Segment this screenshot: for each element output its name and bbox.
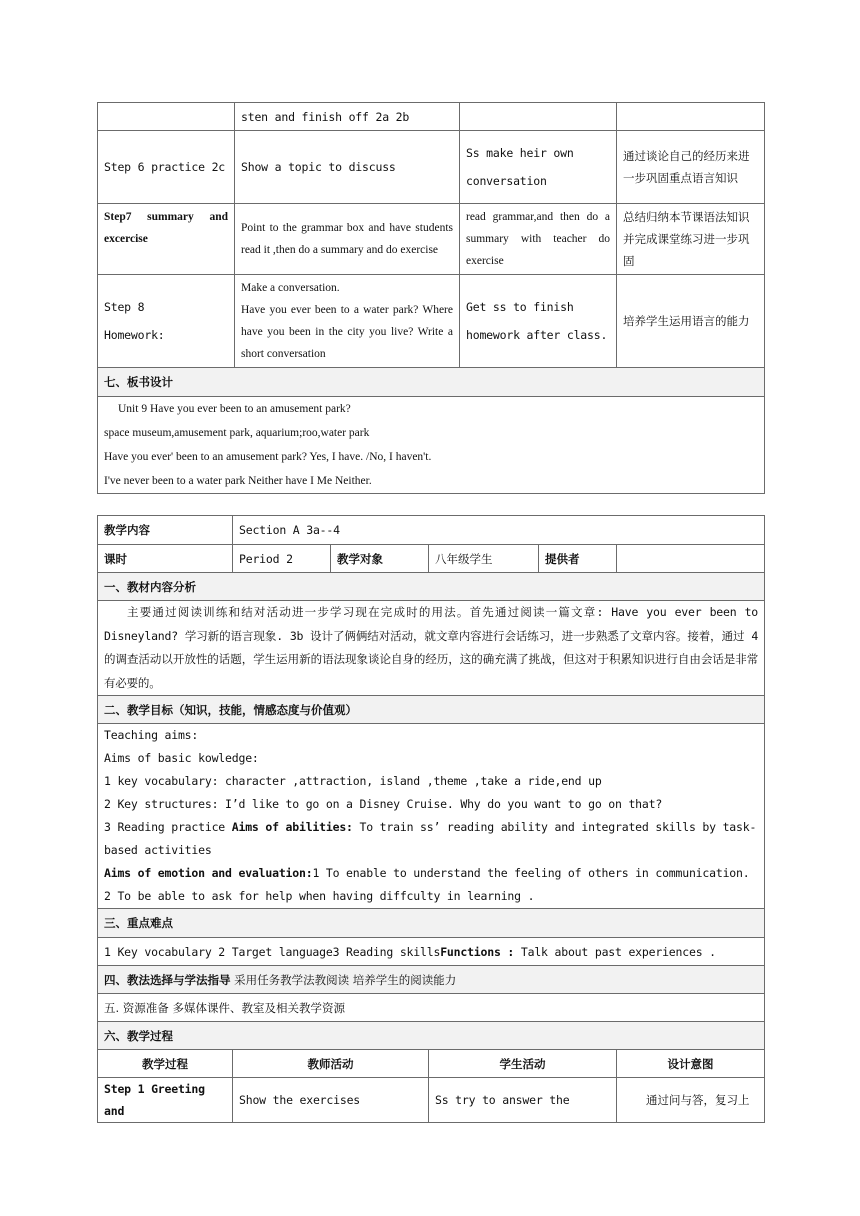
step-cell: Step 6 practice 2c bbox=[98, 131, 235, 204]
key-points-content bbox=[98, 938, 765, 966]
aim-item: 1 key vocabulary: character ,attraction, island ,theme ,take a ride,end up bbox=[104, 774, 602, 788]
section-header-row bbox=[98, 966, 765, 994]
period-label: 课时 bbox=[98, 545, 233, 573]
resource-heading: 五. 资源准备 bbox=[104, 1000, 169, 1015]
teacher-activity-cell: sten and finish off 2a 2b bbox=[235, 103, 460, 131]
student-activity-cell: read grammar,and then do a summary with teacher do exercise bbox=[460, 204, 617, 275]
emotion-text: 1 To enable to understand the feeling of others in communication. bbox=[312, 866, 750, 880]
key-points-heading: 三、重点难点 bbox=[98, 909, 765, 938]
board-design-heading: 七、板书设计 bbox=[98, 368, 765, 397]
table-row bbox=[98, 103, 765, 131]
audience-label: 教学对象 bbox=[331, 545, 429, 573]
section-header-row bbox=[98, 368, 765, 397]
audience-value: 八年级学生 bbox=[429, 545, 539, 573]
functions-label: Functions : bbox=[440, 944, 515, 959]
step-cell bbox=[98, 275, 235, 368]
student-activity-cell: Get ss to finish homework after class. bbox=[460, 275, 617, 368]
board-design-content bbox=[98, 397, 765, 494]
teacher-activity-cell: Point to the grammar box and have students read it ,then do a summary and do exercise bbox=[235, 204, 460, 275]
aim-item: 2 To be able to ask for help when having diffculty in learning . bbox=[104, 889, 535, 903]
process-header-row bbox=[98, 1050, 765, 1078]
board-line: Unit 9 Have you ever been to an amusement park? bbox=[118, 403, 351, 415]
teacher-activity-cell: Show a topic to discuss bbox=[235, 131, 460, 204]
board-design-row bbox=[98, 397, 765, 494]
student-activity-cell: Ss try to answer the bbox=[429, 1078, 617, 1123]
design-intent-cell bbox=[617, 103, 765, 131]
section-header-row bbox=[98, 909, 765, 938]
section-header-row bbox=[98, 696, 765, 724]
lesson-steps-table bbox=[97, 102, 765, 494]
resource-content bbox=[98, 994, 765, 1022]
functions-text: Talk about past experiences . bbox=[514, 944, 716, 959]
aim-item: 2 Key structures: I’d like to go on a Disney Cruise. Why do you want to go on that? bbox=[104, 797, 663, 811]
table-row bbox=[98, 131, 765, 204]
homework-line: Have you ever been to a water park? Where have you been in the city you live? Write a short conversation bbox=[241, 304, 453, 360]
step-cell: Step7 summary and excercise bbox=[98, 204, 235, 275]
lesson-plan-table bbox=[97, 515, 765, 1123]
section-header-row bbox=[98, 573, 765, 601]
step-name: Homework: bbox=[104, 328, 165, 342]
aims-content bbox=[98, 724, 765, 909]
analysis-row bbox=[98, 601, 765, 696]
table-row bbox=[98, 204, 765, 275]
design-intent-cell: 通过问与答，复习上 bbox=[617, 1078, 765, 1123]
content-value: Section A 3a--4 bbox=[233, 516, 765, 545]
resource-row bbox=[98, 994, 765, 1022]
design-intent-cell: 通过谈论自己的经历来进一步巩固重点语言知识 bbox=[617, 131, 765, 204]
step-cell: Step 1 Greeting and bbox=[98, 1078, 233, 1123]
period-value: Period 2 bbox=[233, 545, 331, 573]
analysis-text: 主要通过阅读训练和结对活动进一步学习现在完成时的用法。首先通过阅读一篇文章: Have you ever been to Disneyland? 学习新的语言现象. 3b 设计了俩俩结对活动，就文章内容进行会话练习，进一步熟悉了文章内容。接着，通过 4 的调查活动以开放性的话题，学生运用新的语法现象谈论自身的经历，这的确充满了挑战，但这对于积累知识进行自由会话是非常有必要的。 bbox=[98, 601, 765, 696]
method-text: 采用任务教学法教阅读 培养学生的阅读能力 bbox=[230, 972, 457, 987]
analysis-heading: 一、教材内容分析 bbox=[98, 573, 765, 601]
content-label: 教学内容 bbox=[98, 516, 233, 545]
abilities-label: Aims of abilities: bbox=[231, 820, 353, 834]
aim-item bbox=[104, 862, 758, 885]
table-row bbox=[98, 545, 765, 573]
step-number: Step 8 bbox=[104, 300, 145, 314]
provider-value bbox=[617, 545, 765, 573]
student-activity-cell bbox=[460, 103, 617, 131]
design-intent-cell: 总结归纳本节课语法知识并完成课堂练习进一步巩固 bbox=[617, 204, 765, 275]
provider-label: 提供者 bbox=[539, 545, 617, 573]
method-content bbox=[98, 966, 765, 994]
process-column-header: 教学过程 bbox=[98, 1050, 233, 1078]
abilities-text: To train ss’ reading ability and integrated skills by task-based activities bbox=[104, 820, 757, 857]
teacher-activity-cell: Show the exercises bbox=[233, 1078, 429, 1123]
process-column-header: 设计意图 bbox=[617, 1050, 765, 1078]
process-heading: 六、教学过程 bbox=[98, 1022, 765, 1050]
table-row bbox=[98, 1078, 765, 1123]
process-column-header: 学生活动 bbox=[429, 1050, 617, 1078]
board-line: Have you ever' been to an amusement park? Yes, I have. /No, I haven't. bbox=[104, 451, 432, 463]
homework-line: Make a conversation. bbox=[241, 282, 340, 294]
table-row bbox=[98, 516, 765, 545]
basic-knowledge-title: Aims of basic kowledge: bbox=[104, 751, 259, 765]
section-header-row bbox=[98, 1022, 765, 1050]
aims-heading: 二、教学目标（知识，技能，情感态度与价值观） bbox=[98, 696, 765, 724]
process-column-header: 教师活动 bbox=[233, 1050, 429, 1078]
student-activity-cell: Ss make heir own conversation bbox=[460, 131, 617, 204]
key-points-row bbox=[98, 938, 765, 966]
teaching-aims-title: Teaching aims: bbox=[104, 728, 199, 742]
reading-practice-label: 3 Reading practice bbox=[104, 820, 232, 834]
step-cell bbox=[98, 103, 235, 131]
table-row bbox=[98, 275, 765, 368]
design-intent-cell: 培养学生运用语言的能力 bbox=[617, 275, 765, 368]
emotion-label: Aims of emotion and evaluation: bbox=[104, 866, 313, 880]
resource-text: 多媒体课件、教室及相关教学资源 bbox=[168, 1000, 345, 1015]
aims-row bbox=[98, 724, 765, 909]
key-points-text: 1 Key vocabulary 2 Target language3 Reading skills bbox=[104, 944, 441, 959]
aim-item bbox=[104, 816, 758, 862]
teacher-activity-cell bbox=[235, 275, 460, 368]
board-line: space museum,amusement park, aquarium;roo,water park bbox=[104, 427, 370, 439]
board-line: I've never been to a water park Neither have I Me Neither. bbox=[104, 475, 372, 487]
method-heading: 四、教法选择与学法指导 bbox=[104, 972, 231, 987]
